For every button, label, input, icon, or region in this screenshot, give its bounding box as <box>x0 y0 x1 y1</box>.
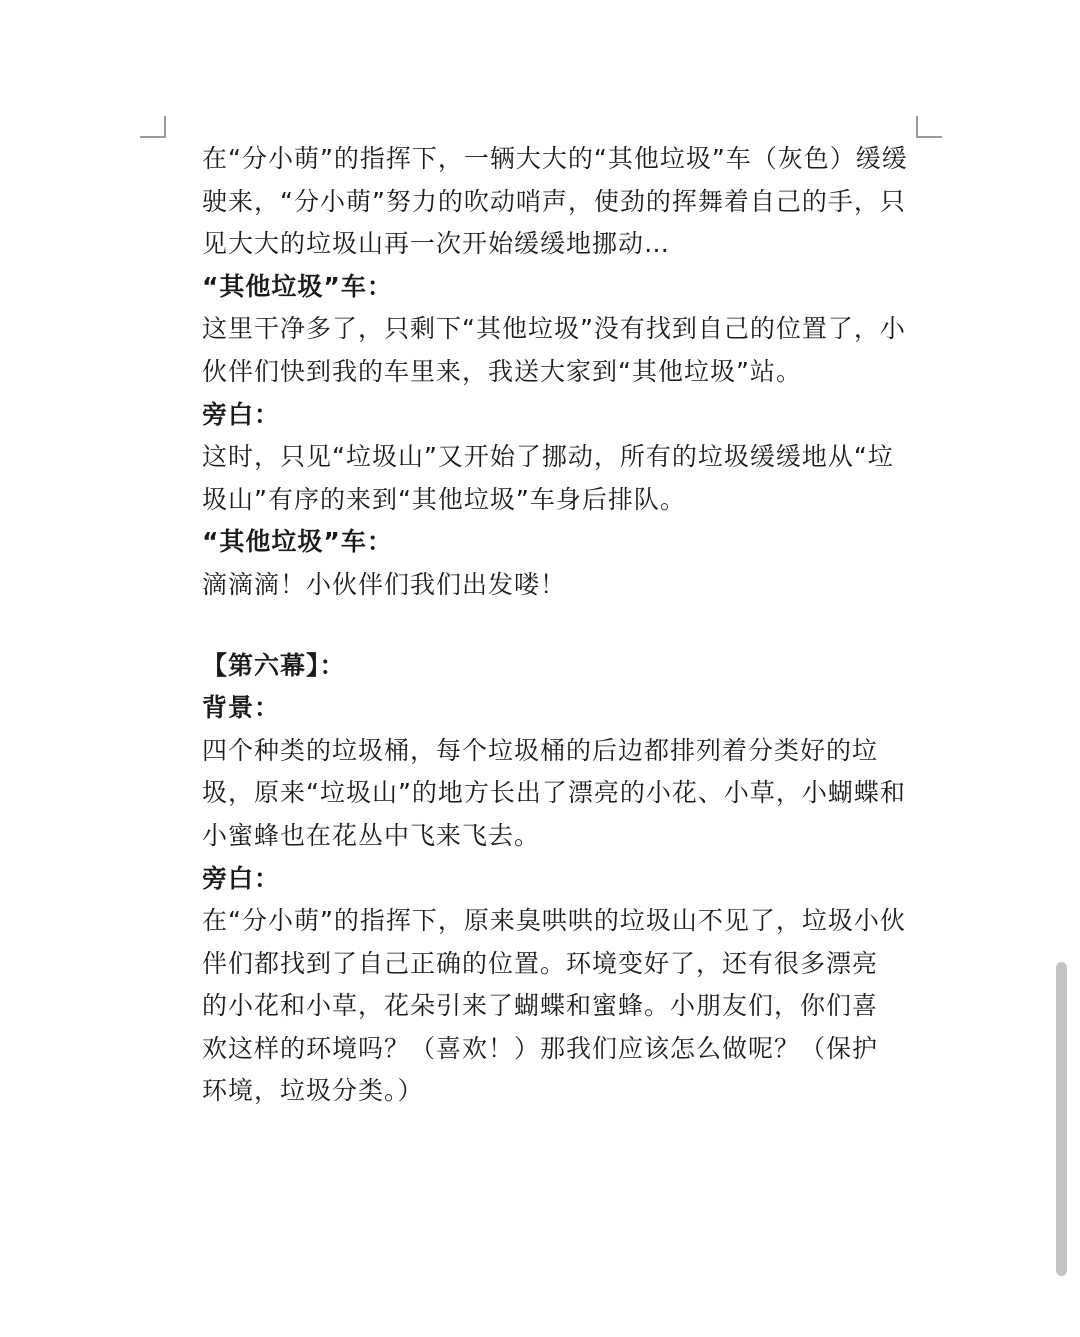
speaker-heading: “其他垃圾”车： <box>202 271 393 301</box>
body-text-line: 这时，只见“垃圾山”又开始了挪动，所有的垃圾缓缓地从“垃 <box>202 442 894 472</box>
act-heading: 【第六幕】： <box>202 650 346 680</box>
body-text-line: 驶来，“分小萌”努力的吹动哨声，使劲的挥舞着自己的手，只 <box>202 186 906 216</box>
body-text-line: 欢这样的环境吗？（喜欢！）那我们应该怎么做呢？（保护 <box>202 1033 879 1063</box>
vertical-scrollbar[interactable] <box>1056 962 1067 1276</box>
document-body <box>202 138 914 1113</box>
speaker-heading: 旁白： <box>202 399 281 429</box>
body-text-line: 这里干净多了，只剩下“其他垃圾”没有找到自己的位置了，小 <box>202 314 906 344</box>
body-text-line: 滴滴滴！小伙伴们我们出发喽！ <box>202 569 567 599</box>
paragraph-gap <box>202 607 914 645</box>
body-text-line: 在“分小萌”的指挥下，一辆大大的“其他垃圾”车（灰色）缓缓 <box>202 144 908 173</box>
body-text-line: 圾山”有序的来到“其他垃圾”车身后排队。 <box>202 484 686 514</box>
body-text-line: 在“分小萌”的指挥下，原来臭哄哄的垃圾山不见了，垃圾小伙 <box>202 906 906 936</box>
body-text-line: 四个种类的垃圾桶，每个垃圾桶的后边都排列着分类好的垃 <box>202 735 879 765</box>
page-corner-mark-top-left <box>140 116 166 138</box>
body-text-line: 圾，原来“垃圾山”的地方长出了漂亮的小花、小草，小蝴蝶和 <box>202 778 906 808</box>
body-text-line: 伙伴们快到我的车里来，我送大家到“其他垃圾”站。 <box>202 356 802 386</box>
body-text-line: 环境，垃圾分类。） <box>202 1076 424 1106</box>
speaker-heading: “其他垃圾”车： <box>202 527 393 557</box>
body-text-line: 见大大的垃圾山再一次开始缓缓地挪动… <box>202 229 671 259</box>
body-text-line: 小蜜蜂也在花丛中飞来飞去。 <box>202 820 541 850</box>
body-text-line: 的小花和小草，花朵引来了蝴蝶和蜜蜂。小朋友们，你们喜 <box>202 991 879 1021</box>
section-heading: 背景： <box>202 693 281 723</box>
speaker-heading: 旁白： <box>202 863 281 893</box>
body-text-line: 伴们都找到了自己正确的位置。环境变好了，还有很多漂亮 <box>202 948 879 978</box>
page-corner-mark-top-right <box>916 116 942 138</box>
